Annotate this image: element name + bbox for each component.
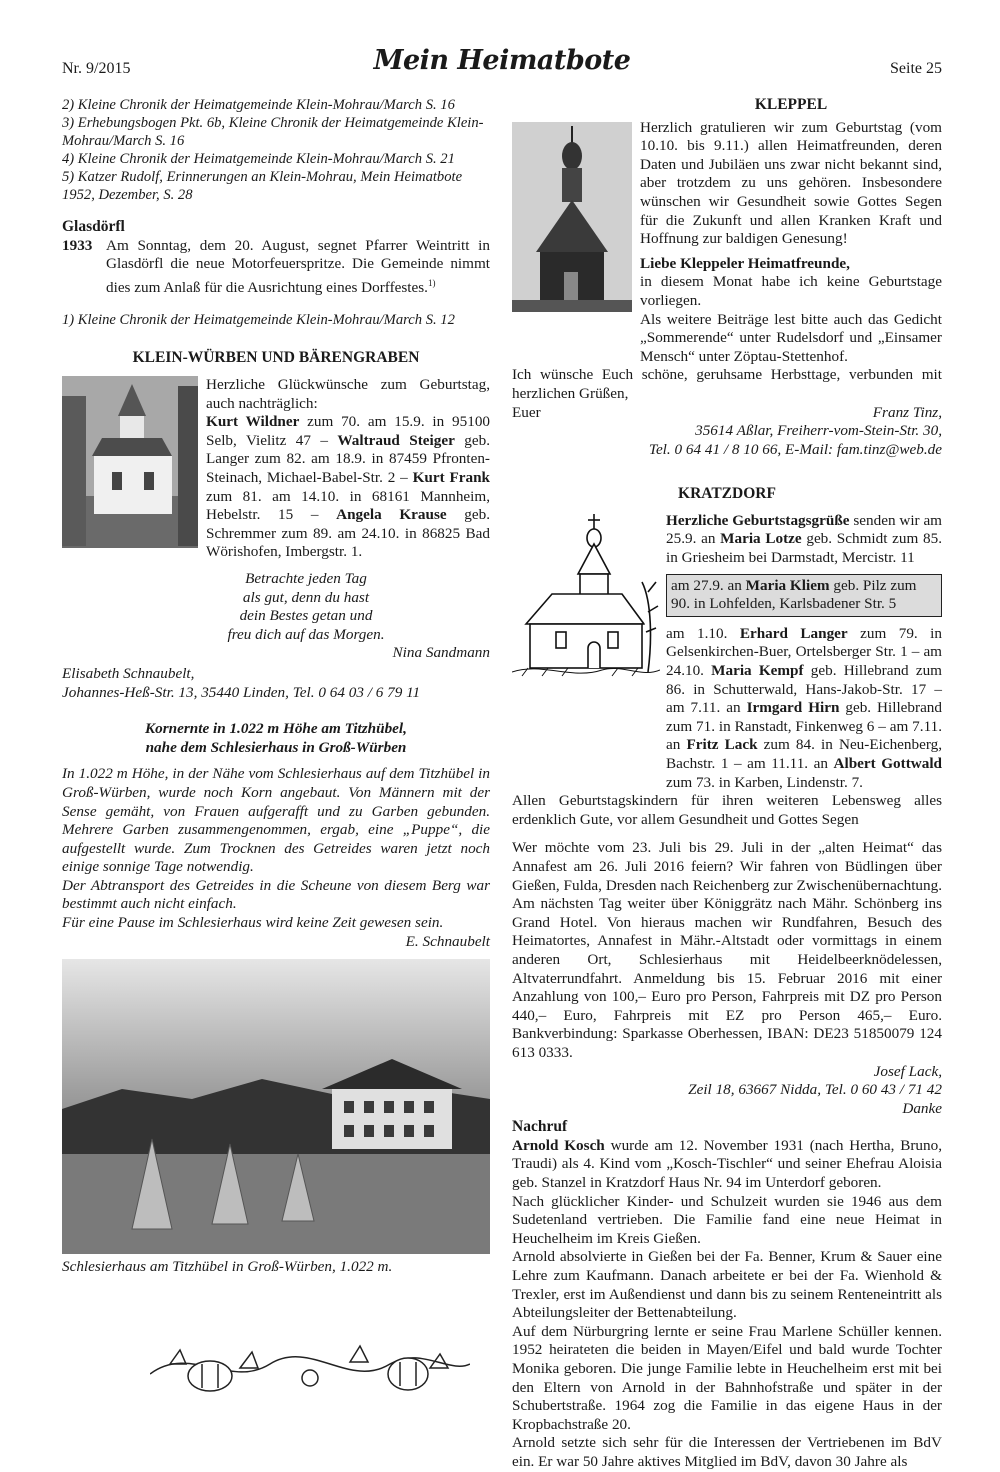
trip-signature-name: Josef Lack, [873,1062,942,1080]
obituary-text: wurde am 12. November 1931 (nach Hertha, Bruno, Traudi) als 4. Kind vom „Kosch-Tischler“ und seiner Ehefrau Aloisia geb. Stanzel in Kratzdorf Haus Nr. 94 im Unterdorf geboren. [512,1136,942,1192]
kleppel-block [512,96,942,366]
poem [62,570,490,644]
birthday-details: zum 70. am 15.9. in 95100 Selb, Vielitz 47 – [206,413,491,449]
article-paragraph: Für eine Pause im Schlesierhaus wird keine Zeit gewesen sein. [62,914,444,932]
birthday-name: Erhard Langer [739,624,848,642]
entry-body: Am Sonntag, dem 20. August, segnet Pfarrer Weintritt in Glasdörfl die neue Motorfeuerspritze. Die Gemeinde nimmt dies zum Anlaß für die Ausrichtung eines Dorffestes. [106,236,490,296]
kleppel-paragraph: Herzlich gratulieren wir zum Geburtstag (vom 10.10. bis 9.11.) allen Heimatfreunden, deren Daten und Jubiläen uns zwar nicht bekannt sind, aber trotzdem zu uns gehören. Insbesondere wünschen wir Gesundheit sowie Gottes Segen für die Zukunft und allen Kranken Kraft und Hoffnung zur baldigen Genesung! [640,118,942,248]
kleppel-text [640,96,942,366]
page-header [62,45,942,82]
obituary-paragraph: Arnold setzte sich sehr für die Interessen der Vertriebenen im BdV ein. Er war 50 Jahre aktives Mitglied im BdV, davon 30 Jahre als [512,1434,942,1470]
kratzdorf-block [512,512,942,792]
birthday-name: Maria Lotze [720,530,802,548]
greeting-intro: Herzliche Glückwünsche zum Geburtstag, auch nachträglich: [206,376,490,412]
footnote: 2) Kleine Chronik der Heimatgemeinde Klein-Mohrau/March S. 16 [62,97,455,113]
footnote: 4) Kleine Chronik der Heimatgemeinde Klein-Mohrau/March S. 21 [62,151,455,167]
birthday-name: Maria Kliem [745,576,830,594]
footnote-marker: 1) [427,277,436,288]
obituary-paragraph: Arnold absolvierte in Gießen bei der Fa. Benner, Krum & Sauer eine Lehre zum Kaufmann. Danach arbeitete er bei der Fa. Wienhold & Trexler, erst im Außendienst und dann bis zu seinem Renteneintritt als Abteilungsleiter der Bettenabteilung. [512,1248,942,1322]
highlighted-birthday-box [666,574,942,617]
church-tower-photo [512,122,632,312]
birthday-details: geb. Langer zum 82. am 18.9. in 87459 Pfronten-Steinach, Michael-Babel-Str. 2 – [206,431,490,486]
kleppel-closing: Ich wünsche Euch schöne, geruhsame Herbsttage, verbunden mit herzlichen Grüßen, [512,366,942,402]
signature-contact: Tel. 0 64 41 / 8 10 66, E-Mail: fam.tinz@web.de [648,440,942,458]
sender-name: Elisabeth Schnaubelt, [62,664,195,682]
birthday-details: zum 84. in Neu-Eichenberg, Bachstr. 1 – am 11.11. an [666,736,943,772]
page-number: Seite 25 [890,60,942,77]
poem-line: als gut, denn du hast [242,588,370,606]
section-title-kratzdorf: KRATZDORF [678,485,776,503]
photo-caption: Schlesierhaus am Titzhübel in Groß-Würben, 1.022 m. [62,1258,393,1276]
birthday-name: Waltraud Steiger [337,431,455,449]
harvest-ornament [150,1334,470,1400]
obituary-name: Arnold Kosch [512,1136,605,1154]
right-column [512,96,942,1472]
birthday-name: Maria Kempf [711,662,804,680]
signature-address: 35614 Aßlar, Freiherr-vom-Stein-Str. 30, [695,422,942,440]
schlesierhaus-illustration [62,959,490,1254]
signature-name: Franz Tinz, [872,403,942,421]
footnote: 1) Kleine Chronik der Heimatgemeinde Klein-Mohrau/March S. 12 [62,312,455,329]
trip-thanks: Danke [902,1099,942,1117]
poem-line: dein Bestes getan und [239,607,373,625]
birthday-name: Angela Krause [336,506,447,524]
kratzdorf-greetings [666,512,942,792]
birthday-name: Irmgard Hirn [746,699,840,717]
birthday-details: geb. Hillebrand zum 86. in Schutterwald, Hans-Jakob-Str. 17 – am 7.11. an [666,662,942,717]
kratzdorf-wishes: Allen Geburtstagskindern für ihren weiteren Lebensweg alles erdenklich Gute, vor allem Gesundheit und Gottes Segen [512,792,942,828]
birthday-details: geb. Pilz zum 90. in Lohfelden, Karlsbadener Str. 5 [671,576,917,613]
issue-number: Nr. 9/2015 [62,60,131,77]
chapel-photo [62,376,198,548]
section-title-klein-wuerben: KLEIN-WÜRBEN UND BÄRENGRABEN [132,349,420,367]
highlighted-birthday [671,577,937,614]
birthday-details: senden wir am 25.9. an [666,511,943,548]
footnote: 5) Katzer Rudolf, Erinnerungen an Klein-Mohrau, Mein Heimatbote 1952, Dezember, S. 28 [62,169,463,203]
kw-block [62,376,490,562]
entry-text [106,237,490,298]
glasdoerfl-entry [62,237,490,298]
birthday-details: geb. Hillebrand zum 71. in Ranstadt, Finkenweg 6 – am 7.11. an [666,699,942,754]
closing-word: Euer [512,403,541,421]
poem-line: freu dich auf das Morgen. [227,625,385,643]
birthday-name: Albert Gottwald [833,755,942,772]
section-title-glasdoerfl: Glasdörfl [62,218,125,235]
obituary-paragraph: Nach glücklicher Kinder- und Schulzeit wurden sie 1946 aus dem Sudetenland vertrieben. Die Familie fand eine neue Heimat in Heuchelheim im Kreis Gießen. [512,1192,942,1247]
church-drawing [512,512,660,682]
kleppel-paragraph: in diesem Monat habe ich keine Geburtstage vorliegen. [640,273,942,309]
birthday-details: zum 79. in Gelsenkirchen-Buer, Ortelsberger Str. 1 – am 24.10. [666,624,942,680]
poem-line: Betrachte jeden Tag [245,569,367,587]
birthday-details: zum 81. am 14.10. in 68161 Mannheim, Hebelstr. 15 – [206,487,490,524]
article-paragraph: In 1.022 m Höhe, in der Nähe vom Schlesierhaus auf dem Titzhübel in Groß-Würben, wurde noch Korn angebaut. Von Männern mit der Sense gemäht, von Frauen aufgerafft und zu Garben gebunden. Mehrere Garben zusammengenommen, ergab, eine „Puppe“, die aufgestellt wurde. Zum Trocknen des Getreides waren jetzt noch einige sonnige Tage notwendig. [62,765,490,876]
birthday-details: am 27.9. an [671,576,746,594]
obituary-paragraph [512,1137,942,1193]
footnotes-top [62,96,490,204]
birthday-name: Kurt Frank [412,469,490,486]
sender-address: Johannes-Heß-Str. 13, 35440 Linden, Tel. 0 64 03 / 6 79 11 [62,683,421,701]
footnote: 3) Erhebungsbogen Pkt. 6b, Kleine Chronik der Heimatgemeinde Klein-Mohrau/March S. 16 [62,115,484,149]
article-subtitle: nahe dem Schlesierhaus in Groß-Würben [145,738,407,756]
birthday-details: zum 73. in Karben, Lindenstr. 7. [666,773,863,791]
pumpkin-leaves-icon [150,1334,470,1394]
kleppel-subheading: Liebe Kleppeler Heimatfreunde, [640,254,850,272]
kleppel-paragraph: Als weitere Beiträge lest bitte auch das Gedicht „Sommerende“ unter Rudelsdorf und „Einsamer Mensch“ unter Zöptau-Stettenhof. [640,310,942,365]
kleppel-signature-row [512,404,942,423]
church-icon [512,512,660,682]
obituary-paragraph: Auf dem Nürburgring lernte er seine Frau Marlene Schüller kennen. 1952 heirateten die beiden in Mayen/Eifel und bald wurde Tochter Monika geboren. Die junge Familie lebte in Heuchelheim erst mit bei den Eltern von Arnold in der Bahnhofstraße und später in der Schubertstraße. 1964 zog die Familie in das eigene Haus in der Kropbachstraße 20. [512,1322,942,1433]
article-title: Kornernte in 1.022 m Höhe am Titzhübel, [145,720,407,738]
chapel-illustration [62,376,198,548]
trip-signature-address: Zeil 18, 63667 Nidda, Tel. 0 60 43 / 71 42 [688,1081,942,1099]
glasdoerfl-footnote [62,311,490,329]
masthead-logo: Mein Heimatbote [373,45,631,76]
left-column [62,96,490,1277]
article-author: E. Schnaubelt [405,932,490,950]
schlesierhaus-photo [62,959,490,1254]
greeting-paragraph [666,625,942,792]
section-title-nachruf: Nachruf [512,1118,568,1136]
wooden-church-illustration [512,122,632,312]
greeting-lead: Herzliche Geburtstagsgrüße [666,511,850,529]
trip-announcement: Wer möchte vom 23. Juli bis 29. Juli in der „alten Heimat“ das Annafest am 26. Juli 2016 feiern? Wir fahren von Büdlingen über Gießen, Fulda, Dresden nach Reichenberg zur Zwischenübernachtung. Am nächsten Tag weiter über Königgrätz nach Mähr. Schönberg ins Grand Hotel. Von hieraus machen wir Rundfahren, Besuch des Heimatortes, Annafest in Mähr.-Altstadt oder vormittags in einem anderen Ort, Schlesierhaus mit Heidelbeerknödelessen, Altvaterrundfahrt. Anmeldung bis 15. Februar 2016 mit einer Anzahlung von 100,– Euro pro Person, Fahrpreis mit DZ pro Person 440,– Euro, Fahrpreis mit EZ pro Person 465,– Euro. Bankverbindung: Sparkasse Oberhessen, IBAN: DE23 51850079 124 613 0333. [512,839,942,1061]
article-paragraph: Der Abtransport des Getreides in die Scheune von diesem Berg war bestimmt auch nicht einfach. [62,876,490,913]
greeting-paragraph [666,512,942,568]
birthday-details: am 1.10. [666,624,740,642]
entry-year: 1933 [62,236,93,254]
birthday-details: geb. Schremmer zum 89. am 24.10. in 86825 Bad Wörishofen, Imbergstr. 1. [206,506,490,561]
birthday-details: geb. Schmidt zum 85. in Griesheim bei Darmstadt, Mercistr. 11 [666,530,942,567]
birthday-name: Kurt Wildner [206,413,300,431]
poem-author: Nina Sandmann [392,644,490,662]
birthday-name: Fritz Lack [686,736,758,754]
kw-greetings [206,376,490,562]
section-title-kleppel: KLEPPEL [754,96,828,113]
